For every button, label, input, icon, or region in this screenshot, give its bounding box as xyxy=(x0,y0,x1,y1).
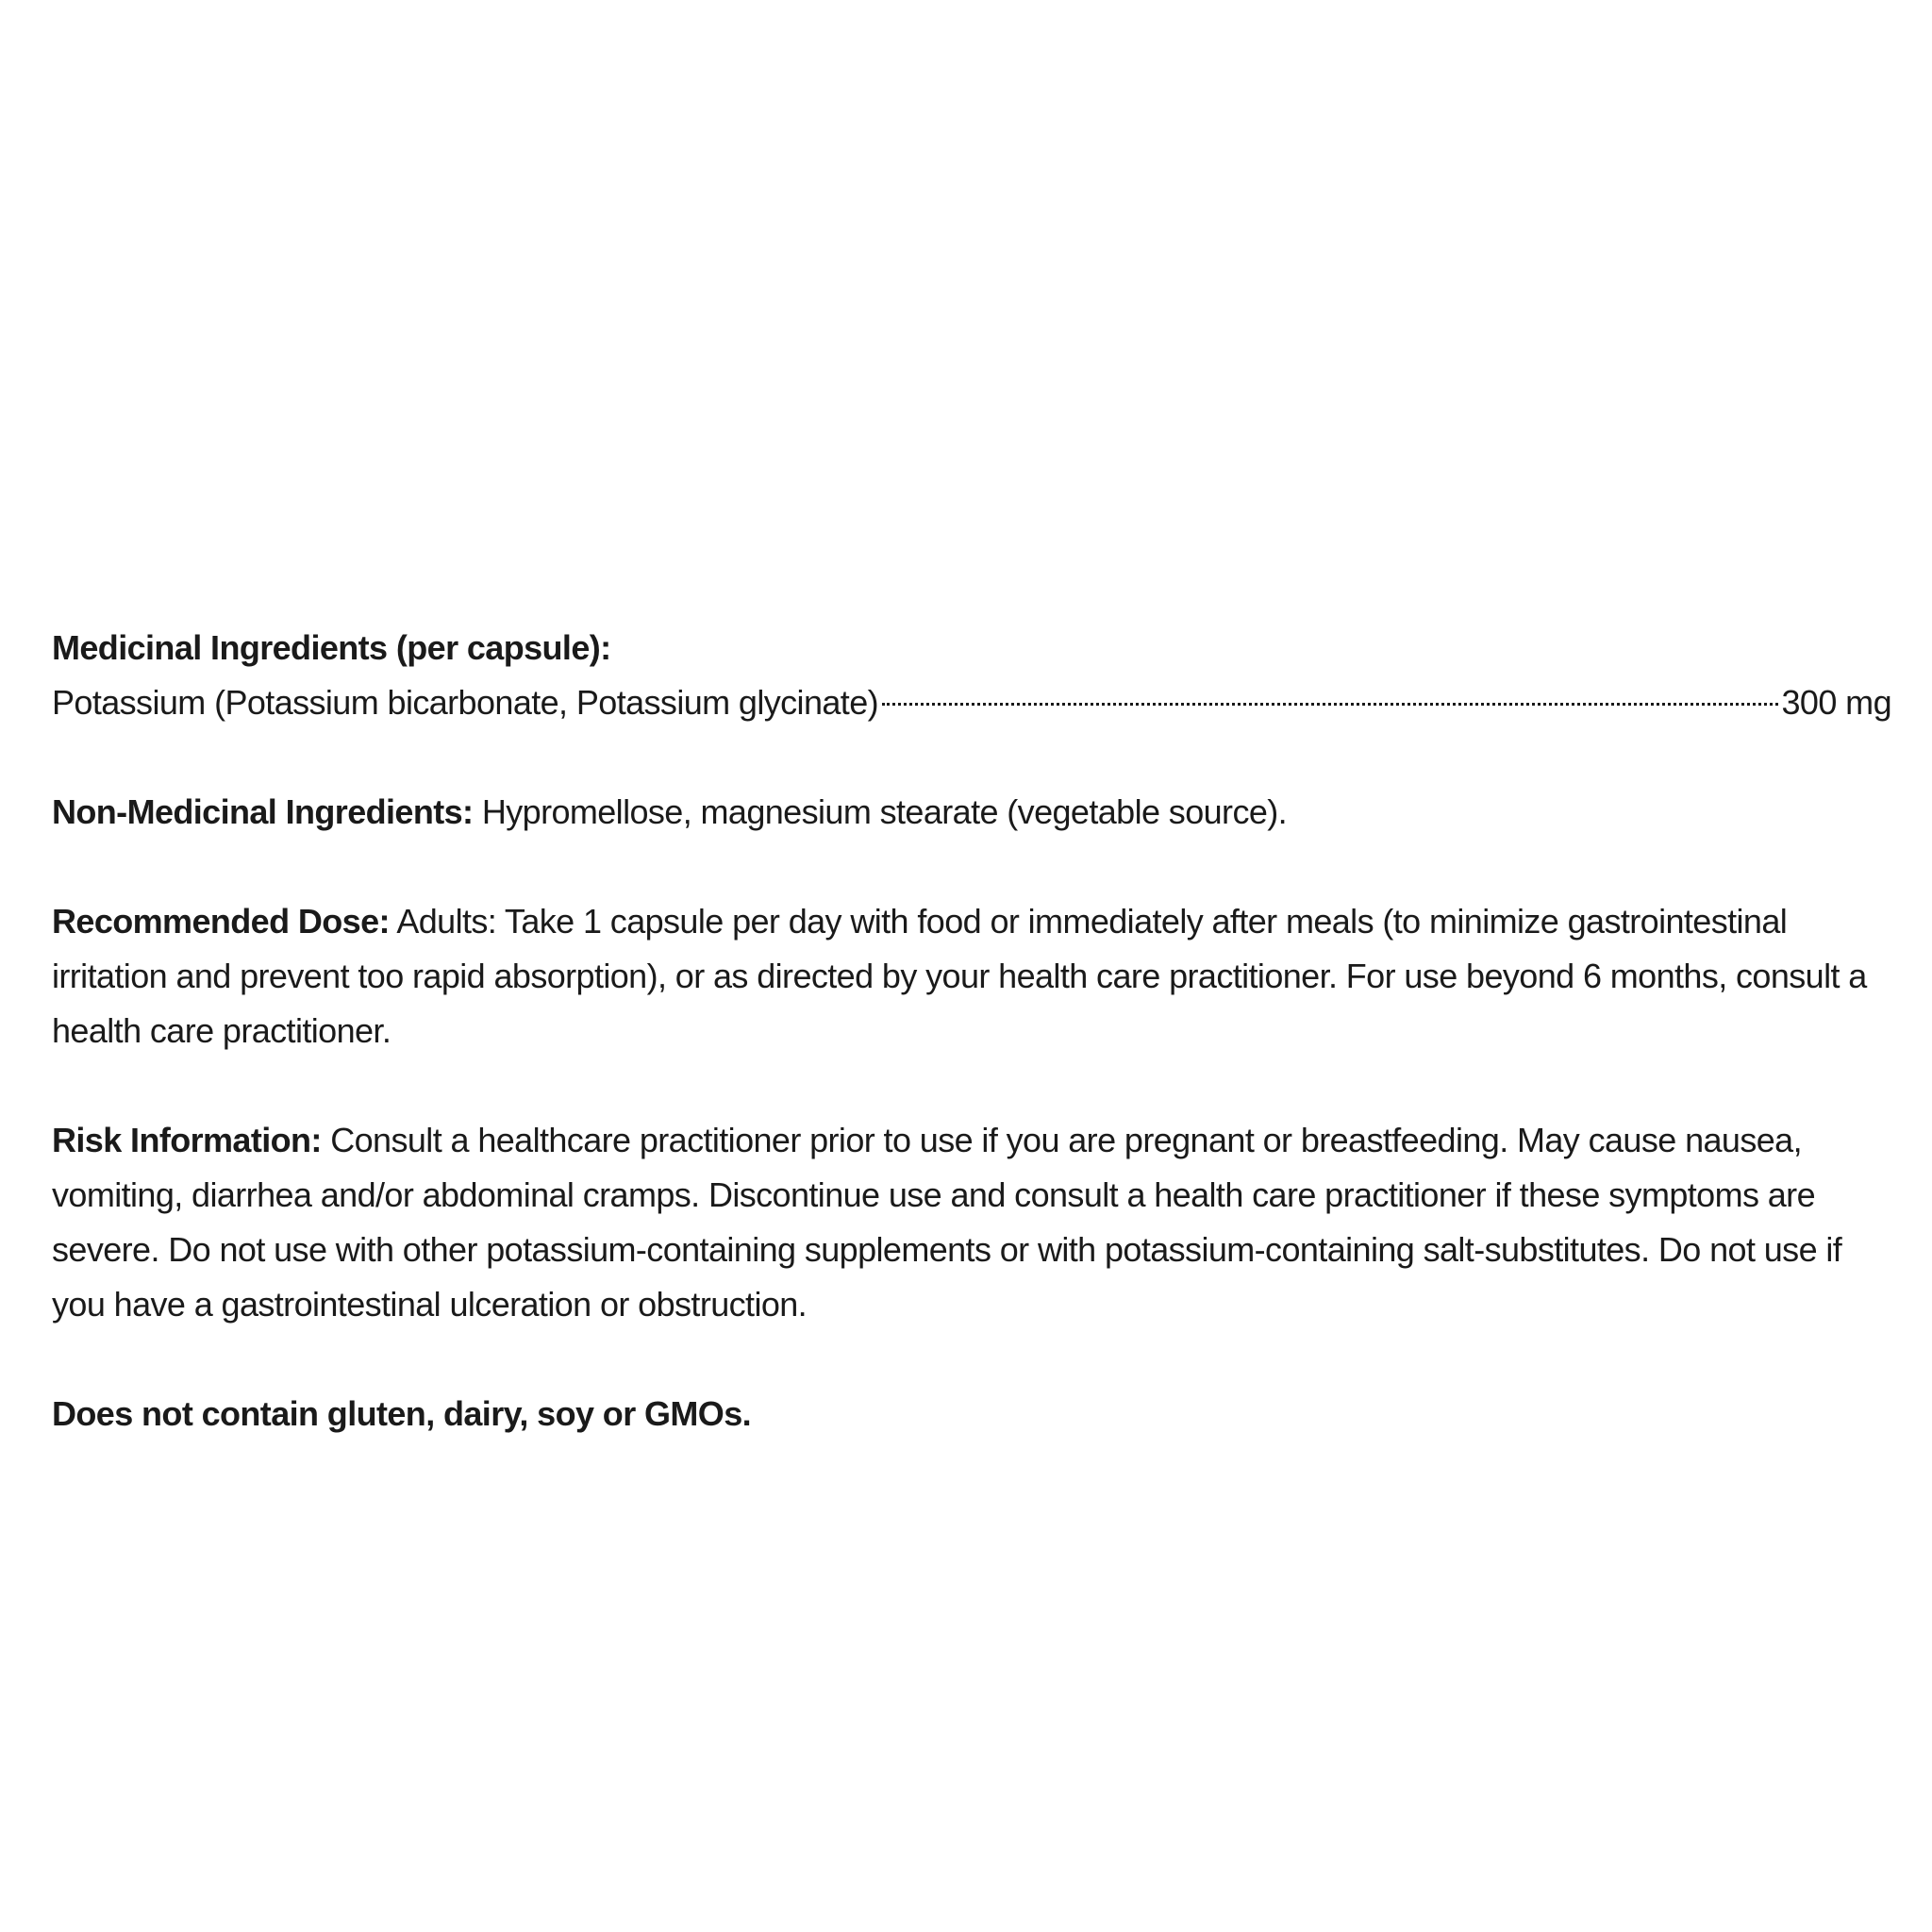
risk-information-text: Consult a healthcare practitioner prior to use if you are pregnant or breastfeeding. May cause nausea, vomiting, diarrhea and/or abdominal cramps. Discontinue use and consult a health care practitioner if these symptoms are severe. Do not use with other potassium-containing supplements or with potassium-containing salt-substitutes. Do not use if you have a gastrointestinal ulceration or obstruction. xyxy=(52,1121,1842,1324)
dotted-leader xyxy=(882,703,1778,706)
recommended-dose-text: Adults: Take 1 capsule per day with food or immediately after meals (to minimize gastrointestinal irritation and prevent too rapid absorption), or as directed by your health care practitioner. For use beyond 6 months, consult a health care practitioner. xyxy=(52,902,1867,1050)
free-from-statement: Does not contain gluten, dairy, soy or GMOs. xyxy=(52,1394,752,1433)
product-label-text xyxy=(52,621,1891,1441)
non-medicinal-text: Hypromellose, magnesium stearate (vegetable source). xyxy=(481,792,1288,831)
risk-information-heading: Risk Information: xyxy=(52,1121,322,1159)
non-medicinal-heading: Non-Medicinal Ingredients: xyxy=(52,792,474,831)
recommended-dose-heading: Recommended Dose: xyxy=(52,902,390,941)
recommended-dose-section xyxy=(52,894,1891,1058)
ingredient-amount: 300 mg xyxy=(1781,683,1891,722)
ingredient-row xyxy=(52,675,1891,730)
non-medicinal-ingredients-section xyxy=(52,785,1891,840)
ingredient-name: Potassium (Potassium bicarbonate, Potassium glycinate) xyxy=(52,683,879,722)
medicinal-ingredients-heading: Medicinal Ingredients (per capsule): xyxy=(52,628,611,667)
risk-information-section xyxy=(52,1113,1891,1332)
